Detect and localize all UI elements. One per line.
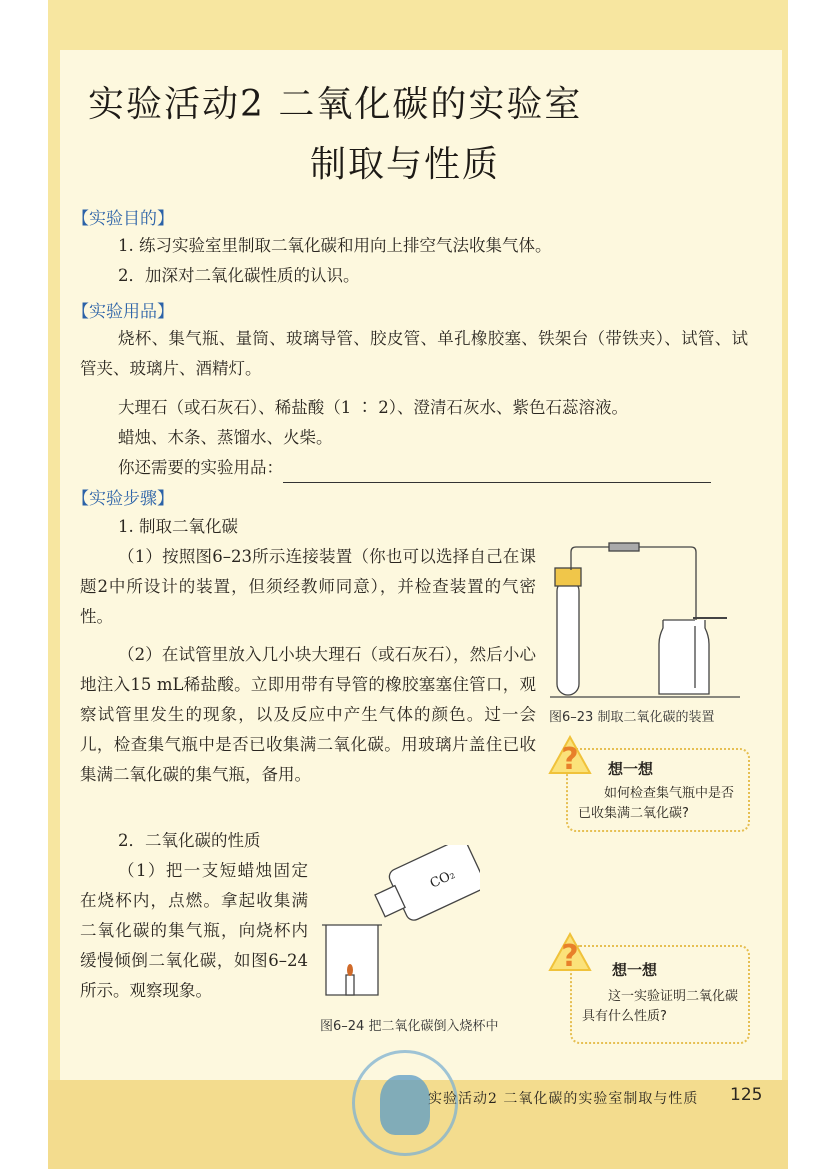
- bottle-label: CO₂: [427, 867, 458, 892]
- page-number: 125: [730, 1085, 763, 1105]
- purpose-item-2: 2．加深对二氧化碳性质的认识。: [118, 266, 360, 285]
- section-heading-materials: 【实验用品】: [72, 302, 174, 322]
- fig-6-23-caption: 图6–23 制取二氧化碳的装置: [549, 710, 715, 725]
- co2-apparatus-figure: [545, 540, 745, 700]
- materials-extra-label: 你还需要的实验用品：: [118, 458, 283, 477]
- co2-pouring-figure: [320, 845, 480, 1005]
- think-box-1: [566, 748, 750, 832]
- question-warning-icon: [548, 932, 592, 972]
- materials-other: 蜡烛、木条、蒸馏水、火柴。: [118, 428, 333, 447]
- think-heading: 想一想: [612, 961, 658, 979]
- fig-6-24-caption: 图6–24 把二氧化碳倒入烧杯中: [320, 1019, 499, 1034]
- purpose-item-1: 1. 练习实验室里制取二氧化碳和用向上排空气法收集气体。: [118, 236, 552, 255]
- think-heading: 想一想: [608, 760, 654, 778]
- question-warning-icon: [548, 735, 592, 775]
- step1-para2: （2）在试管里放入几小块大理石（或石灰石），然后小心地注入15 mL稀盐酸。立即用带有导管的橡胶塞塞住管口，观察试管里发生的现象，以及反应中产生气体的颜色。过一会儿，检查集气瓶中是否已收集满二氧化碳。用玻璃片盖住已收集满二氧化碳的集气瓶，备用。: [80, 645, 536, 784]
- co2-bottle: [369, 845, 480, 931]
- materials-equipment: 烧杯、集气瓶、量筒、玻璃导管、胶皮管、单孔橡胶塞、铁架台（带铁夹）、试管、试管夹、玻璃片、酒精灯。: [80, 329, 748, 378]
- rubber-hose: [609, 543, 639, 551]
- step2-para1: （1）把一支短蜡烛固定在烧杯内，点燃。拿起收集满二氧化碳的集气瓶，向烧杯内缓慢倾倒二氧化碳，如图6–24所示。观察现象。: [80, 861, 308, 1000]
- page-title-line1: 实验活动2 二氧化碳的实验室: [88, 84, 583, 125]
- think-body: 这一实验证明二氧化碳具有什么性质?: [582, 989, 739, 1024]
- think-box-2: [570, 945, 750, 1044]
- gas-jar: [659, 620, 709, 694]
- rubber-stopper: [555, 568, 581, 586]
- page-title-line2: 制取与性质: [310, 144, 501, 185]
- flame-icon: [347, 964, 353, 976]
- step1-para1: （1）按照图6–23所示连接装置（你也可以选择自己在课题2中所设计的装置，但须经教师同意），并检查装置的气密性。: [80, 547, 536, 626]
- footer-running-title: 实验活动2 二氧化碳的实验室制取与性质: [428, 1091, 699, 1107]
- materials-reagents: 大理石（或石灰石）、稀盐酸（1 ∶ 2）、澄清石灰水、紫色石蕊溶液。: [118, 398, 628, 417]
- step1-title: 1. 制取二氧化碳: [118, 517, 238, 536]
- section-heading-purpose: 【实验目的】: [72, 209, 174, 229]
- svg-text:?: ?: [561, 939, 579, 972]
- candle: [346, 975, 354, 995]
- think-body: 如何检查集气瓶中是否已收集满二氧化碳?: [578, 786, 735, 821]
- materials-extra-blank[interactable]: [283, 464, 711, 483]
- test-tube: [557, 580, 579, 695]
- materials-extra-prompt: [118, 453, 711, 483]
- section-heading-steps: 【实验步骤】: [72, 489, 174, 509]
- svg-text:?: ?: [561, 742, 579, 775]
- step2-title: 2．二氧化碳的性质: [118, 831, 261, 850]
